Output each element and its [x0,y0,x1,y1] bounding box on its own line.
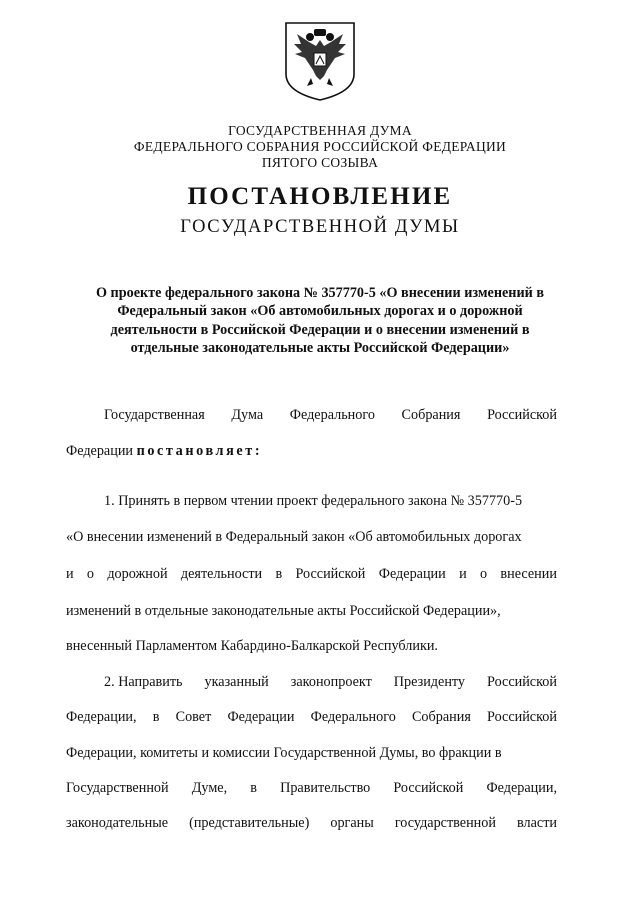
document-title: ПОСТАНОВЛЕНИЕ [187,183,453,210]
word: указанный [204,674,269,690]
word: о [480,566,488,582]
word: дорожной [107,566,168,582]
word: Правительство [280,780,371,796]
preamble-line-1 [66,405,557,425]
header-duma: ГОСУДАРСТВЕННАЯ ДУМА [228,123,412,138]
item1-line-1: 1. Принять в первом чтении проект федерального закона № 357770-5 [104,493,523,509]
word: Совет [175,709,212,725]
header-convocation: ПЯТОГО СОЗЫВА [261,155,379,170]
item2-line-4 [66,778,557,798]
item1-line-5: внесенный Парламентом Кабардино-Балкарской Республики. [66,638,438,654]
word: Российской [487,709,557,725]
subject-line: деятельности в Российской Федерации и о внесении изменений в [110,321,530,338]
item1-line-4: изменений в отдельные законодательные акты Российской Федерации», [66,603,501,619]
document-subject [60,284,580,357]
word: Федерации, [486,780,557,796]
item2-line-5 [66,813,557,833]
item2-line-2 [66,707,557,727]
word: деятельности [180,566,263,582]
subject-line: О проекте федерального закона № 357770-5 «О внесении изменений в [95,285,545,301]
subject-line: Федеральный закон «Об автомобильных дорогах и о дорожной [117,303,523,320]
coat-of-arms-emblem [283,20,357,102]
word: законопроект [290,674,372,690]
word: в [250,780,257,796]
word: органы [330,815,374,831]
word: в [275,566,283,582]
word: Российской [487,407,557,423]
word: законодательные [66,815,169,831]
word: 2. Направить [104,674,183,690]
resolves-keyword: постановляет: [136,443,263,459]
item1-line-2: «О внесении изменений в Федеральный закон «Об автомобильных дорогах [66,529,522,545]
word: Федерации [378,566,446,582]
word: власти [517,815,557,831]
word: Российской [487,674,557,690]
word: Президенту [393,674,466,690]
preamble-text: Федерации [66,443,134,459]
word: Думе, [191,780,228,796]
word: Федерального [289,407,375,423]
word: Собрания [401,407,461,423]
word: и [66,566,74,582]
word: внесении [500,566,557,582]
word: Федерации, [66,709,137,725]
subject-line: отдельные законодательные акты Российской Федерации» [130,339,510,356]
item2-line-1 [66,672,557,692]
word: Государственной [66,780,169,796]
word: Федерального [310,709,396,725]
header-federal-assembly: ФЕДЕРАЛЬНОГО СОБРАНИЯ РОССИЙСКОЙ ФЕДЕРАЦИИ [133,139,507,154]
word: в [152,709,160,725]
word: Российской [393,780,464,796]
word: Собрания [411,709,471,725]
word: государственной [394,815,496,831]
word: Дума [231,407,264,423]
item1-line-3 [66,564,557,584]
document-subtitle: ГОСУДАРСТВЕННОЙ ДУМЫ [180,217,460,237]
word: и [459,566,467,582]
preamble-line-2 [66,441,557,461]
word: (представительные) [189,815,310,831]
word: Российской [295,566,366,582]
item2-line-3: Федерации, комитеты и комиссии Государственной Думы, во фракции в [66,745,502,761]
word: Федерации [227,709,295,725]
word: Государственная [104,407,205,423]
word: о [86,566,95,582]
